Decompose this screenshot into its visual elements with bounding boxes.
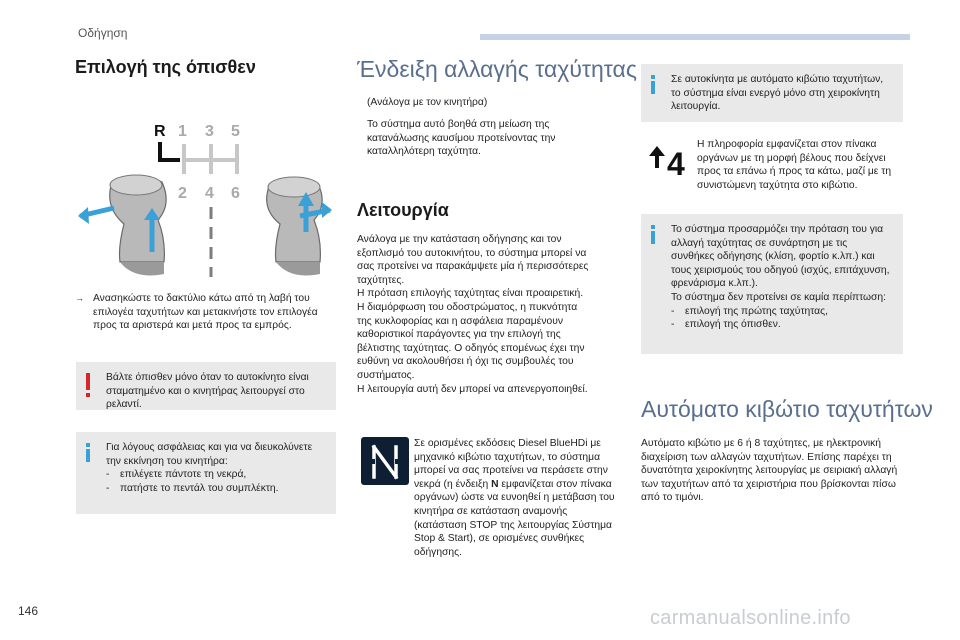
operation-line: βέλτιστης ταχύτητας. Ο οδηγός επομένως έχει την — [357, 342, 585, 354]
indicator-title: Ένδειξη αλλαγής ταχύτητας — [357, 56, 637, 82]
section-label: Οδήγηση — [78, 26, 128, 40]
gear-label-r: R — [154, 123, 166, 140]
warning-box — [76, 362, 336, 410]
indicator-intro: Το σύστημα αυτό βοηθά στη μείωση της κατανάλωσης καυσίμου προτείνοντας την καταλληλότερη ταχύτητα. — [367, 119, 556, 158]
diesel-note-n: N — [491, 478, 499, 490]
reverse-instruction-text: Ανασηκώστε το δακτύλιο κάτω από τη λαβή του επιλογέα ταχυτήτων και μετακινήστε τον επιλογέα προς τα αριστερά και μετά προς τα εμπρός. — [93, 293, 318, 332]
gear-label-6: 6 — [231, 185, 240, 202]
gear-label-2: 2 — [178, 185, 187, 202]
info-icon-dot — [86, 443, 90, 447]
safety-info-box — [76, 432, 336, 514]
page-number: 146 — [18, 604, 39, 618]
gear-label-3: 3 — [205, 123, 214, 140]
operation-line: σας προτείνει να παρακάμψετε μία ή περισσότερες — [357, 261, 589, 273]
list-item: - επιλογή της πρώτης ταχύτητας, — [671, 305, 893, 319]
gear-label-1: 1 — [178, 123, 187, 140]
warning-icon-dot — [86, 393, 90, 397]
auto-gearbox-title: Αυτόματο κιβώτιο ταχυτήτων — [641, 396, 933, 422]
adaptation-info-box — [641, 214, 903, 354]
operation-line: καθοριστικοί παράγοντες για την επιλογή της — [357, 329, 561, 341]
header-divider — [480, 34, 910, 40]
auto-gearbox-note: Σε αυτοκίνητα με αυτόματο κιβώτιο ταχυτήτων, το σύστημα είναι ενεργό μόνο στη χειροκίνητη λειτουργία. — [671, 74, 884, 113]
operation-line: της κυκλοφορίας και η ασφάλεια παραμένουν — [357, 315, 563, 327]
info-icon-dot — [651, 225, 655, 229]
auto-gearbox-note-box — [641, 64, 903, 122]
operation-line: Η διαμόρφωση του οδοστρώματος, η πυκνότητα — [357, 301, 578, 313]
reverse-title: Επιλογή της όπισθεν — [75, 57, 256, 77]
gear-label-4: 4 — [205, 185, 214, 202]
info-icon-dot — [651, 75, 655, 79]
warning-icon — [86, 373, 90, 390]
adaptation-para-2: Το σύστημα δεν προτείνει σε καμία περίπτωση: — [671, 291, 886, 303]
diesel-note-after: εμφανίζεται στον πίνακα οργάνων) ώστε να ευνοηθεί η μετάβαση του κινητήρα σε κατάσταση αναμονής (κατάσταση STOP της λειτουργίας Σύστημα Stop & Start), σε ορισμένες συνθήκες οδήγησης. — [414, 478, 615, 558]
operation-line: Η πρόταση επιλογής ταχύτητας είναι προαιρετική. — [357, 288, 584, 300]
neutral-n-icon — [361, 437, 409, 485]
operation-line: συστήματος. — [357, 369, 415, 381]
operation-line: ταχύτητες. — [357, 274, 405, 286]
operation-text — [357, 233, 622, 396]
gear-digit: 4 — [667, 146, 685, 178]
warning-text: Βάλτε όπισθεν μόνο όταν το αυτοκίνητο είναι σταματημένο και ο κινητήρας λειτουργεί στο ρελαντί. — [106, 372, 309, 411]
adaptation-para-1: Το σύστημα προσαρμόζει την πρόταση του για αλλαγή ταχύτητας σε συνάρτηση με τις συνθήκες οδήγησης (κλίση, φορτίο κ.λπ.) και τους χειρισμούς του οδηγού (ισχύς, επιτάχυνση, φρενάρισμα κ.λπ.). — [671, 224, 890, 290]
adaptation-list — [671, 305, 893, 332]
neutral-indicator-icon — [361, 437, 409, 485]
gear-label-5: 5 — [231, 123, 240, 140]
indicator-subtitle: (Ανάλογα με τον κινητήρα) — [367, 97, 488, 108]
diesel-note — [414, 437, 619, 559]
operation-line: Η λειτουργία αυτή δεν μπορεί να απενεργοποιηθεί. — [357, 383, 588, 395]
list-item: - επιλέγετε πάντοτε τη νεκρά, — [106, 468, 326, 482]
info-icon — [651, 231, 655, 244]
info-icon — [86, 449, 90, 462]
operation-title: Λειτουργία — [357, 200, 449, 220]
diesel-note-before: Σε ορισμένες εκδόσεις Diesel BlueHDi με μηχανικό κιβώτιο ταχυτήτων, το σύστημα μπορεί να σας προτείνει να περάσετε στην νεκρά (η ένδειξη — [414, 438, 608, 490]
auto-gearbox-text: Αυτόματο κιβώτιο με 6 ή 8 ταχύτητες, με ηλεκτρονική διαχείριση των αλλαγών ταχυτήτων. Επίσης παρέχει τη δυνατότητα χειροκίνητης λειτουργίας με σειριακή αλλαγή των ταχυτήτων από τα χειριστήρια που βρίσκονται πίσω από το τιμόνι. — [641, 438, 898, 504]
info-icon — [651, 81, 655, 94]
arrow-bullet-icon: → — [75, 293, 84, 303]
reverse-instruction — [75, 292, 335, 333]
watermark: carmanualsonline.info — [650, 607, 851, 629]
gear-shift-illustration — [74, 112, 336, 287]
safety-intro: Για λόγους ασφάλειας και για να διευκολύνετε την εκκίνηση του κινητήρα: — [106, 442, 313, 467]
list-item: - επιλογή της όπισθεν. — [671, 318, 893, 332]
gear-knob-left — [78, 175, 166, 276]
gear-up-arrow-icon — [645, 142, 689, 178]
gear-knob-right — [267, 177, 332, 276]
operation-line: Ανάλογα με την κατάσταση οδήγησης και τον — [357, 234, 562, 245]
operation-line: ευθύνη να ακολουθήσει ή όχι τις συμβουλές του — [357, 356, 574, 368]
safety-list — [106, 468, 326, 495]
operation-line: εξοπλισμό του αυτοκινήτου, το σύστημα μπορεί να — [357, 247, 587, 259]
display-text: Η πληροφορία εμφανίζεται στον πίνακα οργάνων με τη μορφή βέλους που δείχνει προς τα επάνω ή προς τα κάτω, μαζί με τη συνιστώμενη ταχύτητα στο κιβώτιο. — [697, 139, 892, 191]
list-item: - πατήστε το πεντάλ του συμπλέκτη. — [106, 482, 326, 496]
